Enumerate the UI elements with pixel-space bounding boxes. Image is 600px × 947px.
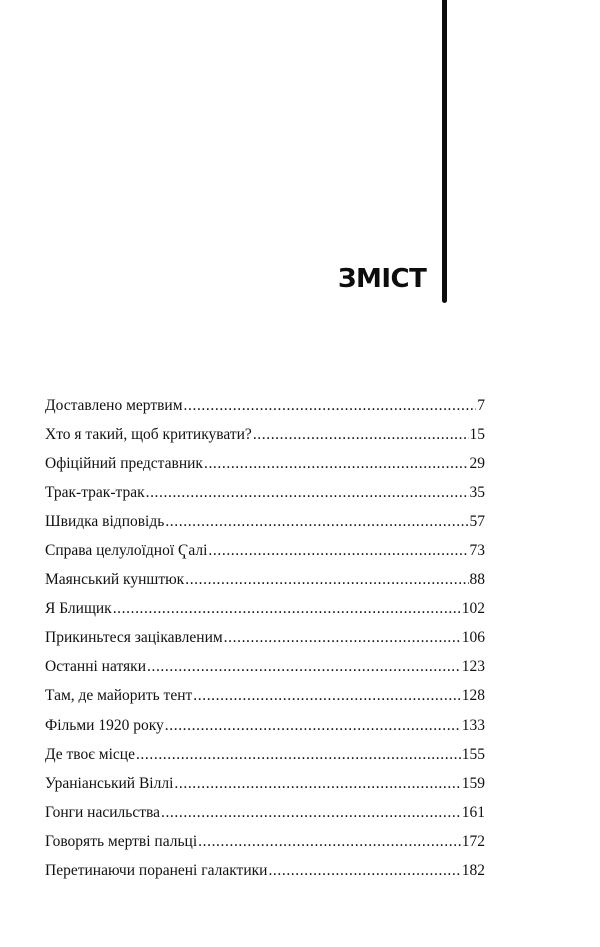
toc-entry-title: Доставлено мертвим bbox=[45, 397, 183, 414]
dot-leader bbox=[174, 769, 460, 798]
dot-leader bbox=[204, 449, 469, 478]
toc-entry-title: Маянський кунштюк bbox=[45, 571, 185, 589]
dot-leader bbox=[185, 565, 468, 594]
dot-leader bbox=[136, 740, 461, 769]
toc-entry-title: Там, де майорить тент bbox=[45, 687, 193, 705]
toc-entry bbox=[45, 536, 485, 565]
dot-leader bbox=[161, 798, 461, 827]
dot-leader bbox=[113, 594, 461, 623]
dot-leader bbox=[147, 652, 461, 681]
toc-entry bbox=[45, 623, 485, 652]
toc-entry bbox=[45, 798, 485, 827]
toc-entry bbox=[45, 507, 485, 536]
toc-entry bbox=[45, 652, 485, 681]
toc-entry-page: 172 bbox=[461, 832, 485, 850]
page-title: ЗМІСТ bbox=[338, 264, 427, 294]
toc-entry-page: 29 bbox=[469, 455, 485, 473]
toc-entry-page: 35 bbox=[469, 484, 485, 502]
dot-leader bbox=[198, 827, 461, 856]
toc-entry-page: 57 bbox=[469, 513, 485, 531]
toc-entry-page: 159 bbox=[461, 774, 485, 792]
toc-entry bbox=[45, 711, 485, 740]
table-of-contents bbox=[45, 391, 485, 885]
toc-entry-title: Трак-трак-трак bbox=[45, 484, 145, 502]
dot-leader bbox=[193, 681, 460, 710]
toc-entry bbox=[45, 565, 485, 594]
toc-entry bbox=[45, 827, 485, 856]
toc-entry-title: Хто я такий, щоб критикувати? bbox=[45, 426, 252, 444]
toc-entry-page: 182 bbox=[461, 861, 485, 879]
toc-entry-title: Говорять мертві пальці bbox=[45, 832, 198, 850]
decorative-vertical-rule bbox=[442, 0, 447, 303]
toc-entry-page: 88 bbox=[469, 571, 485, 589]
toc-entry-page: 15 bbox=[469, 426, 485, 444]
toc-entry-page: 106 bbox=[461, 629, 485, 647]
toc-entry bbox=[45, 740, 485, 769]
toc-entry bbox=[45, 478, 485, 507]
toc-entry-title: Ураніанський Віллі bbox=[45, 774, 174, 792]
toc-entry-page: 7 bbox=[477, 397, 485, 414]
toc-entry-title: Де твоє місце bbox=[45, 745, 135, 763]
toc-entry-page: 155 bbox=[461, 745, 485, 763]
dot-leader bbox=[253, 420, 469, 449]
toc-entry-title: Я Блищик bbox=[45, 600, 112, 618]
toc-entry-title: Швидка відповідь bbox=[45, 513, 165, 531]
toc-entry-page: 128 bbox=[461, 687, 485, 705]
toc-entry-page: 123 bbox=[461, 658, 485, 676]
toc-entry-title: Офіційний представник bbox=[45, 455, 203, 473]
dot-leader bbox=[268, 856, 460, 885]
toc-entry bbox=[45, 856, 485, 885]
toc-entry bbox=[45, 420, 485, 449]
toc-entry-page: 102 bbox=[461, 600, 485, 618]
toc-entry-title: Прикиньтеся зацікавленим bbox=[45, 629, 223, 647]
dot-leader bbox=[146, 478, 469, 507]
dot-leader bbox=[208, 536, 468, 565]
toc-entry-title: Справа целулоїдної Ҁалі bbox=[45, 542, 208, 560]
toc-entry bbox=[45, 594, 485, 623]
dot-leader bbox=[184, 391, 477, 420]
toc-entry-title: Гонги насильства bbox=[45, 803, 160, 821]
toc-entry-title: Фільми 1920 року bbox=[45, 716, 164, 734]
toc-entry bbox=[45, 769, 485, 798]
toc-entry bbox=[45, 681, 485, 710]
dot-leader bbox=[224, 623, 461, 652]
toc-entry bbox=[45, 391, 485, 420]
toc-entry-page: 161 bbox=[461, 803, 485, 821]
toc-entry bbox=[45, 449, 485, 478]
toc-entry-title: Останні натяки bbox=[45, 658, 146, 676]
dot-leader bbox=[165, 711, 461, 740]
toc-entry-title: Перетинаючи поранені галактики bbox=[45, 861, 268, 879]
toc-entry-page: 73 bbox=[469, 542, 485, 560]
toc-entry-page: 133 bbox=[461, 716, 485, 734]
dot-leader bbox=[165, 507, 468, 536]
